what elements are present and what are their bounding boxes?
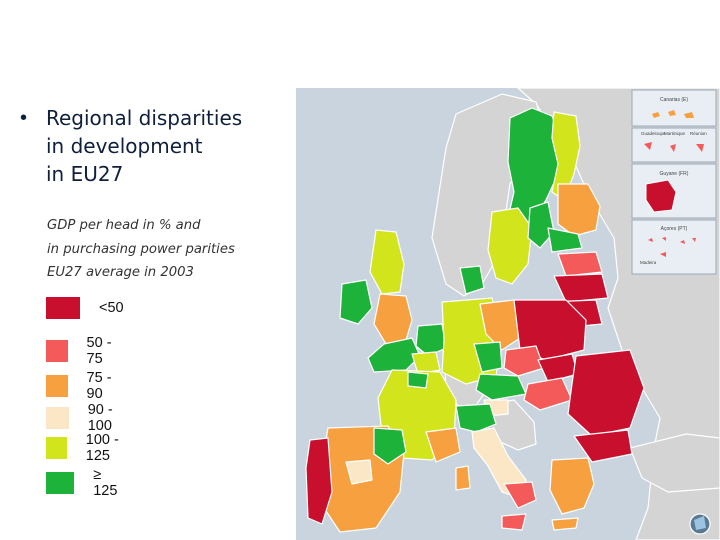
slide-title: Regional disparities in development in EU27 xyxy=(46,106,243,186)
legend-label: ≥ 125 xyxy=(93,467,118,499)
legend-label: 50 - 75 xyxy=(86,335,112,367)
legend-swatch xyxy=(46,297,80,319)
legend-label: 75 - 90 xyxy=(86,370,112,402)
legend-swatch xyxy=(46,407,69,429)
inset-label-reunion: Réunion xyxy=(690,131,707,136)
inset-label-canarias: Canarias (E) xyxy=(659,97,689,103)
guyane-region xyxy=(646,180,676,212)
legend-item-50-75 xyxy=(46,335,115,367)
legend-label: 90 - 100 xyxy=(87,402,113,434)
estonia-region xyxy=(558,252,602,276)
legend-item-100-125 xyxy=(46,432,123,464)
inset-label-madeira: Madeira xyxy=(640,260,657,265)
legend-swatch xyxy=(46,437,67,459)
legend-item-under-50 xyxy=(46,297,124,319)
eu-regional-gdp-map xyxy=(296,88,720,540)
bullet-line xyxy=(20,104,290,188)
legend-item-over-125 xyxy=(46,467,123,499)
crete-region xyxy=(552,518,578,530)
sardinia-region xyxy=(456,466,470,490)
title-block xyxy=(20,104,290,188)
legend-label: 100 - 125 xyxy=(85,432,119,464)
legend-swatch xyxy=(46,375,68,397)
map-svg xyxy=(296,88,720,540)
sicily-region xyxy=(502,514,526,530)
legend-item-75-90 xyxy=(46,370,115,402)
globe-logo xyxy=(690,514,710,534)
inset-label-guyane: Guyane (FR) xyxy=(659,171,689,177)
legend-label: <50 xyxy=(99,300,124,316)
legend-swatch xyxy=(46,340,68,362)
inset-canarias xyxy=(632,90,716,126)
inset-label-martinique: Martinique xyxy=(664,131,686,136)
bullet-point: • xyxy=(20,107,28,129)
legend-item-90-100 xyxy=(46,402,123,434)
overseas-insets xyxy=(632,90,716,274)
map-subtitle: GDP per head in % and in purchasing power parities EU27 average in 2003 xyxy=(47,218,235,281)
inset-label-guadeloupe: Guadeloupe xyxy=(641,131,666,136)
legend-swatch xyxy=(46,472,74,494)
ile-de-france-region xyxy=(408,372,428,388)
inset-label-azores: Açores (PT) xyxy=(660,226,688,232)
